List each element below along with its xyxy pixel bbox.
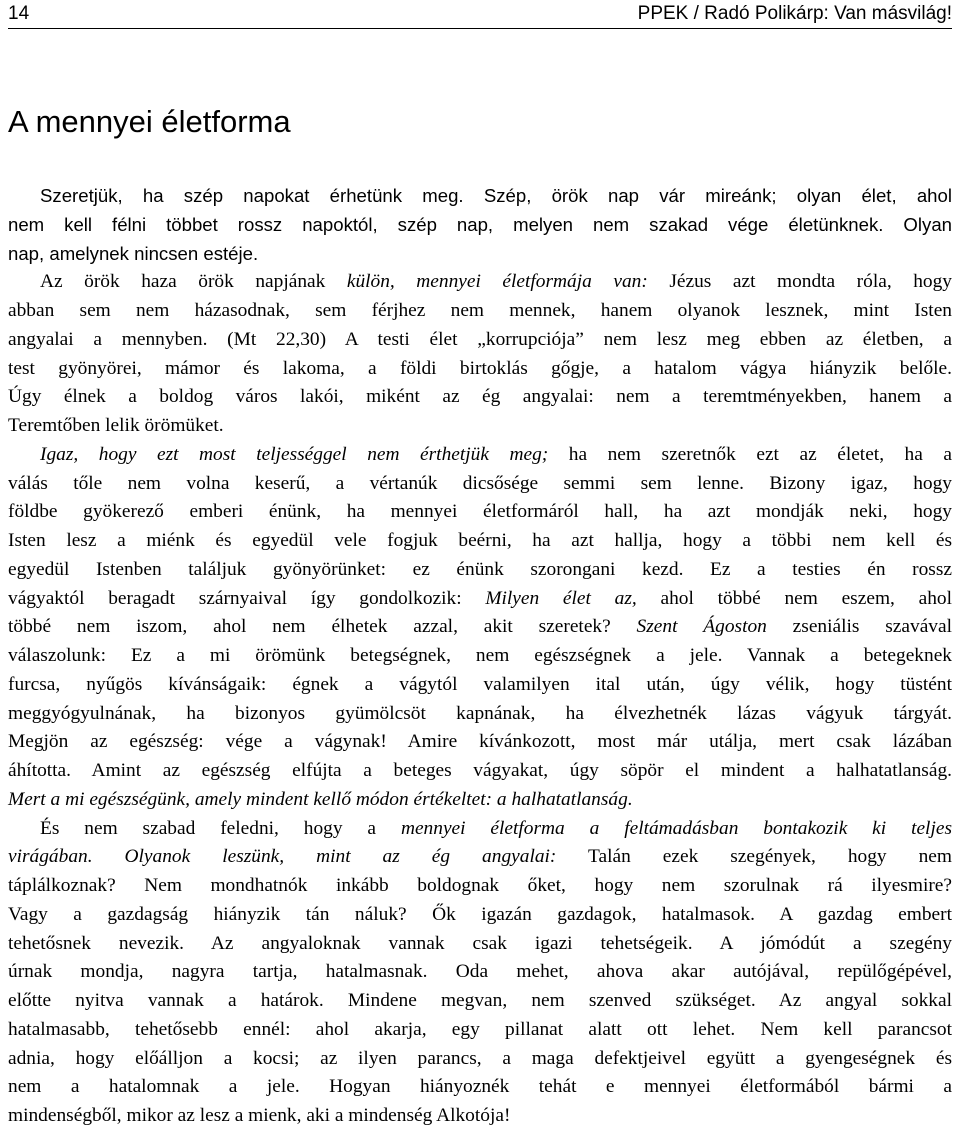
text-run: ha nem szeretnők ezt az életet, ha a: [548, 443, 952, 465]
text-run: válaszolunk: Ez a mi örömünk betegségnek, nem egészségnek a jele. Vannak a betegeknek: [8, 645, 952, 666]
text-line: [8, 843, 952, 872]
text-line: [8, 786, 952, 815]
running-title: PPEK / Radó Polikárp: Van másvilág!: [637, 3, 952, 24]
italic-phrase: külön, mennyei életformája van:: [346, 271, 648, 293]
italic-phrase: Szent Ágoston: [636, 616, 767, 638]
page-number: 14: [8, 3, 30, 24]
text-line: [8, 1073, 952, 1102]
text-run: test gyönyörei, mámor és lakoma, a földi birtoklás gőgje, a hatalom vágya hiányzik belőle.: [8, 357, 952, 379]
text-line: [8, 930, 952, 959]
text-line: [8, 1016, 952, 1045]
text-run: nem a hatalomnak a jele. Hogyan hiányoznék tehát e mennyei életformából bármi a: [8, 1076, 952, 1098]
text-run: mindenségből, mikor az lesz a mienk, aki a mindenség Alkotója!: [8, 1105, 511, 1126]
text-line: [8, 757, 952, 786]
text-line: [8, 326, 952, 355]
text-run: előtte nyitva vannak a határok. Mindene megvan, nem szenved szükséget. Az angyal sokkal: [8, 990, 952, 1011]
text-line: [8, 728, 952, 757]
text-line: [8, 987, 952, 1016]
text-run: vágyaktól beragadt szárnyaival így gondolkozik:: [8, 587, 486, 609]
header-rule: [8, 28, 952, 29]
text-line: [8, 585, 952, 614]
text-run: Az örök haza örök napjának: [40, 271, 347, 293]
text-run: zseniális szavával: [766, 616, 953, 638]
text-run: meggyógyulnának, ha bizonyos gyümölcsöt kapnának, ha élvezhetnék lázas vágyuk tárgyát.: [8, 702, 952, 724]
text-line: [8, 872, 952, 901]
text-run: többé nem iszom, ahol nem élhetek azzal, akit szeretek?: [8, 616, 637, 638]
text-run: tehetősnek nevezik. Az angyaloknak vannak csak igazi tehetségeik. A jómódút a szegény: [8, 932, 952, 954]
text-run: földbe gyökerező emberi énünk, ha mennyei életformáról hall, ha azt mondják neki, hogy: [8, 501, 952, 523]
text-run: nap, amelynek nincsen estéje.: [8, 242, 259, 264]
text-run: adnia, hogy előálljon a kocsi; az ilyen parancs, a maga defektjeivel együtt a gyengeségnek és: [8, 1047, 952, 1069]
text-run: egyedül Istenben találjuk gyönyörünket: ez énünk szorongani kezd. Ez a testies én rossz: [8, 558, 952, 580]
text-run: Vagy a gazdagság hiányzik tán náluk? Ők igazán gazdagok, hatalmasok. A gazdag embert: [8, 903, 952, 925]
italic-phrase: Igaz, hogy ezt most teljességgel nem érthetjük meg;: [40, 443, 549, 465]
text-line: [8, 613, 952, 642]
text-run: válás tőle nem volna keserű, a vértanúk dicsősége semmi sem lenne. Bizony igaz, hogy: [8, 472, 952, 494]
text-line: [8, 470, 952, 499]
italic-phrase: Milyen élet az,: [485, 587, 637, 609]
text-run: Szeretjük, ha szép napokat érhetünk meg. Szép, örök nap vár mireánk; olyan élet, ahol: [40, 185, 952, 206]
page-header: [8, 0, 952, 28]
text-run: áhította. Amint az egészség elfújta a beteges vágyakat, úgy söpör el mindent a halhatatlanság.: [8, 760, 952, 781]
body-text: [8, 182, 952, 1131]
text-run: Talán ezek szegények, hogy nem: [556, 846, 952, 868]
text-line: [8, 958, 952, 987]
text-line: [8, 268, 952, 297]
text-run: ahol többé nem eszem, ahol: [636, 587, 952, 609]
text-line: [8, 182, 952, 211]
text-run: Isten lesz a miénk és egyedül vele fogjuk beérni, ha azt hallja, hogy a többi nem kell és: [8, 530, 952, 551]
text-line: [8, 1045, 952, 1074]
text-run: Teremtőben lelik örömüket.: [8, 415, 224, 436]
italic-phrase: virágában. Olyanok leszünk, mint az ég angyalai:: [8, 846, 557, 868]
text-line: [8, 642, 952, 671]
text-line: [8, 901, 952, 930]
text-line: [8, 441, 952, 470]
text-run: táplálkoznak? Nem mondhatnók inkább boldognak őket, hogy nem szorulnak rá ilyesmire?: [8, 875, 952, 896]
text-line: [8, 556, 952, 585]
text-line: [8, 240, 952, 269]
text-line: [8, 498, 952, 527]
text-line: [8, 527, 952, 556]
text-run: Megjön az egészség: vége a vágynak! Amire kívánkozott, most már utálja, mert csak lázában: [8, 731, 952, 753]
text-run: angyalai a mennyben. (Mt 22,30) A testi élet „korrupciója” nem lesz meg ebben az életben, a: [8, 328, 952, 350]
text-run: furcsa, nyűgös kívánságaik: égnek a vágytól valamilyen ital után, úgy vélik, hogy tüstént: [8, 673, 952, 695]
text-run: hatalmasabb, tehetősebb ennél: ahol akarja, egy pillanat alatt ott lehet. Nem kell parancsot: [8, 1018, 952, 1040]
text-line: [8, 700, 952, 729]
text-line: [8, 1102, 952, 1131]
text-run: Úgy élnek a boldog város lakói, miként az ég angyalai: nem a teremtményekben, hanem a: [8, 386, 952, 408]
text-line: [8, 671, 952, 700]
text-line: [8, 383, 952, 412]
text-run: Jézus azt mondta róla, hogy: [647, 271, 952, 293]
italic-phrase: mennyei életforma a feltámadásban bontakozik ki teljes: [400, 817, 952, 839]
text-run: nem kell félni többet rossz napoktól, szép nap, melyen nem szakad vége életünknek. Olyan: [8, 213, 952, 235]
italic-phrase: Mert a mi egészségünk, amely mindent kellő módon értékeltet: a halhatatlanság.: [8, 788, 633, 810]
section-title: A mennyei életforma: [8, 104, 291, 139]
text-line: [8, 211, 952, 240]
text-line: [8, 355, 952, 384]
text-run: És nem szabad feledni, hogy a: [40, 817, 401, 839]
text-line: [8, 815, 952, 844]
text-line: [8, 412, 952, 441]
text-run: úrnak mondja, nagyra tartja, hatalmasnak. Oda mehet, ahova akar autójával, repülőgépével,: [8, 961, 952, 983]
text-line: [8, 297, 952, 326]
text-run: abban sem nem házasodnak, sem férjhez nem mennek, hanem olyanok lesznek, mint Isten: [8, 300, 952, 321]
